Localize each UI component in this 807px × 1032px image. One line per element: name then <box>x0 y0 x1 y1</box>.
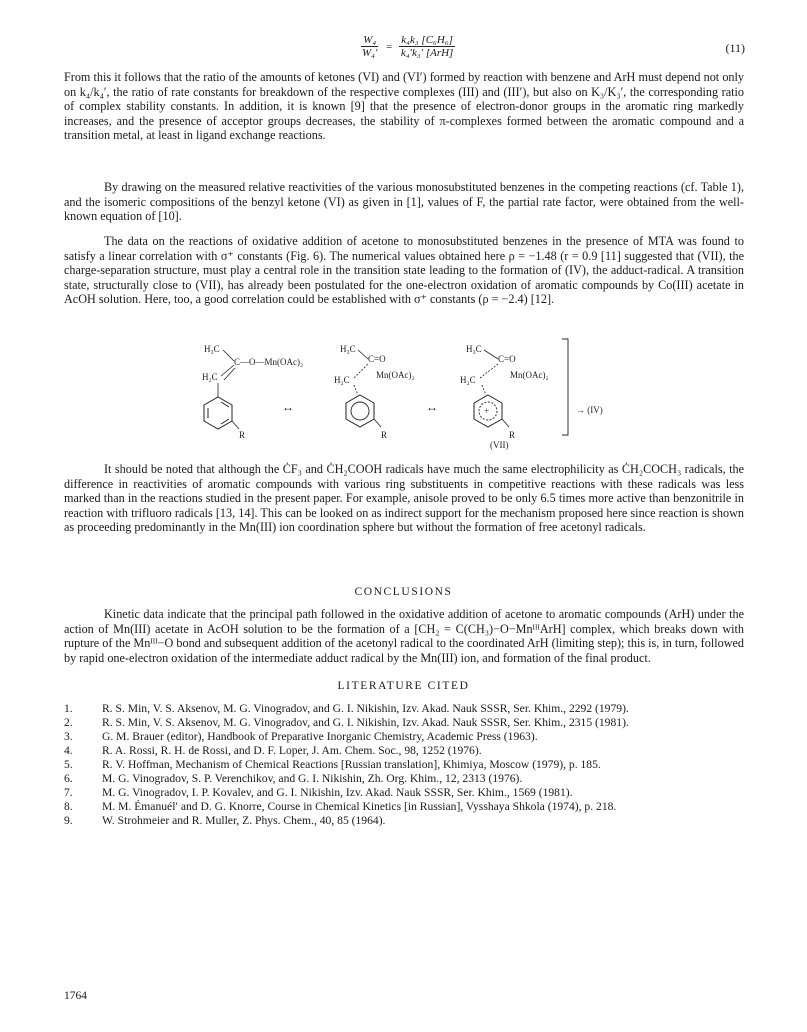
rhs-numerator: k₄k₃ [C₆H₆] <box>401 34 453 46</box>
reference-number: 6. <box>64 772 73 785</box>
conclusions-heading: CONCLUSIONS <box>354 586 453 598</box>
reference-number: 4. <box>64 744 73 757</box>
reference-text: G. M. Brauer (editor), Handbook of Preparative Inorganic Chemistry, Academic Press (1963). <box>102 730 538 743</box>
s3-r-label: R <box>509 430 516 440</box>
paragraph-1 <box>64 70 744 143</box>
paragraph-text: From this it follows that the ratio of the amounts of ketones (VI) and (VI′) formed by reaction with benzene and ArH must depend not only on k₄/k₄′, the ratio of rate constants for breakdown of the respective complexes (III) and (III′), but also on K₃/K₃′, the corresponding ratio of complex stability constants. In addition, it is known [9] that the presence of electron-donor groups in the aromatic ring markedly increases, and the presence of acceptor groups decreases, the stability of π-complexes formed between the aromatic compound and a transition metal, at least in ligand exchange reactions. <box>64 70 744 143</box>
scheme-label-vii: (VII) <box>490 440 509 450</box>
paragraph-text: Kinetic data indicate that the principal path followed in the oxidative addition of acetone to aromatic compounds (ArH) under the action of Mn(III) acetate in AcOH solution to be the formation of a [CH₂ = C(CH₃)−O−MnᴵᴵᴵArH] complex, which breaks down with rupture of the Mnᴵᴵᴵ−O bond and subsequent addition of the acetonyl radical to the coordinated ArH (limiting step); this is, in turn, followed by rapid one-electron oxidation of the intermediate adduct radical by the Mn(III) ion, and formation of the final product. <box>64 607 744 665</box>
reference-item <box>64 702 754 716</box>
conclusions-paragraph <box>64 607 744 665</box>
equation-11 <box>0 34 807 64</box>
reference-item <box>64 786 754 800</box>
lhs-denominator: W₄′ <box>362 47 378 59</box>
equation-rhs <box>399 34 455 59</box>
reference-number: 2. <box>64 716 73 729</box>
reference-number: 8. <box>64 800 73 813</box>
s1-h3c-label: H₃C <box>204 344 220 354</box>
reference-text: R. S. Min, V. S. Aksenov, M. G. Vinogradov, and G. I. Nikishin, Izv. Akad. Nauk SSSR, Ser. Khim., 2315 (1981). <box>102 716 629 729</box>
reference-text: R. A. Rossi, R. H. de Rossi, and D. F. Loper, J. Am. Chem. Soc., 98, 1252 (1976). <box>102 744 482 757</box>
reference-number: 3. <box>64 730 73 743</box>
equation-body <box>360 34 455 59</box>
paragraph-2 <box>64 180 744 224</box>
s2-r-label: R <box>381 430 388 440</box>
reference-item <box>64 814 754 828</box>
s1-chain-label: C—O—Mn(OAc)₂ <box>234 357 304 367</box>
reference-text: R. S. Min, V. S. Aksenov, M. G. Vinogradov, and G. I. Nikishin, Izv. Akad. Nauk SSSR, Ser. Khim., 2292 (1979). <box>102 702 629 715</box>
reference-item <box>64 716 754 730</box>
reference-item <box>64 800 754 814</box>
s3-mn-label: Mn(OAc)₂ <box>510 370 549 380</box>
reference-number: 7. <box>64 786 73 799</box>
literature-heading: LITERATURE CITED <box>337 680 470 692</box>
reference-text: M. G. Vinogradov, S. P. Verenchikov, and G. I. Nikishin, Zh. Org. Khim., 12, 2313 (1976). <box>102 772 523 785</box>
resonance-arrow-2: ↔ <box>426 400 438 414</box>
reaction-scheme <box>190 335 610 450</box>
paragraph-text: It should be noted that although the ĊF₃ and ĊH₂COOH radicals have much the same electrophilicity as ĊH₂COCH₃ radicals, the difference in reactivities of aromatic compounds with various ring substituents in competitive reactions with these radicals was less marked than in the reactions studied in the present paper. For example, anisole proved to be only 6.5 times more active than benzonitrile in reaction with trifluoro radicals [13, 14]. This can be looked on as indirect support for the mechanism proposed here since reaction is shown as proceeding predominantly in the Mn(III) ion coordination sphere but without the formation of free acetonyl radicals. <box>64 462 744 535</box>
s3-h2c-label: H₂C <box>460 375 476 385</box>
s3-plus-label: + <box>484 406 490 416</box>
s2-h2c-label: H₂C <box>334 375 350 385</box>
reference-text: M. M. Émanuél′ and D. G. Knorre, Course in Chemical Kinetics [in Russian], Vysshaya Shkola (1974), p. 218. <box>102 800 617 813</box>
reference-item <box>64 758 754 772</box>
lhs-numerator: W₄ <box>363 34 377 46</box>
resonance-arrow-1: ↔ <box>282 400 294 414</box>
s1-r-label: R <box>239 430 246 440</box>
paragraph-3 <box>64 234 744 307</box>
reference-number: 5. <box>64 758 73 771</box>
reference-item <box>64 772 754 786</box>
reference-number: 9. <box>64 814 73 827</box>
reference-text: R. V. Hoffman, Mechanism of Chemical Reactions [Russian translation], Khimiya, Moscow (1979), p. 185. <box>102 758 601 771</box>
reference-item <box>64 730 754 744</box>
equation-lhs <box>360 34 379 59</box>
reference-text: W. Strohmeier and R. Muller, Z. Phys. Chem., 40, 85 (1964). <box>102 814 386 827</box>
s1-h2c-label: H₂C <box>202 372 218 382</box>
s2-h3c-label: H₃C <box>340 344 356 354</box>
s3-h3c-label: H₃C <box>466 344 482 354</box>
reference-text: M. G. Vinogradov, I. P. Kovalev, and G. I. Nikishin, Izv. Akad. Nauk SSSR, Ser. Khim., 1569 (1981). <box>102 786 573 799</box>
reference-number: 1. <box>64 702 73 715</box>
reference-item <box>64 744 754 758</box>
rhs-denominator: k₄′k₃′ [ArH] <box>400 47 454 59</box>
page-number: 1764 <box>64 990 87 1002</box>
equals-sign: = <box>385 40 393 53</box>
paragraph-text: By drawing on the measured relative reactivities of the various monosubstituted benzenes in the competing reactions (cf. Table 1), and the isomeric compositions of the benzyl ketone (VI) as given in [1], values of F, the partial rate factor, were obtained from the well-known equation of [10]. <box>64 180 744 224</box>
s2-co-label: C=O <box>368 354 386 364</box>
paragraph-text: The data on the reactions of oxidative addition of acetone to monosubstituted benzenes in the presence of MTA was found to satisfy a linear correlation with σ⁺ constants (Fig. 6). The numerical values obtained here ρ = −1.48 (r = 0.9 [11] suggested that (VII), the charge-separation structure, must play a central role in the transition state leading to the formation of (IV), the adduct-radical. A transition state, structurally close to (VII), has already been postulated for the one-electron oxidation of aromatic compounds by Co(III) acetate in AcOH solution. Here, too, a good correlation could be established with σ⁺ constants (ρ = −2.4) [12]. <box>64 234 744 307</box>
references-list <box>64 702 754 828</box>
equation-number: (11) <box>725 41 745 55</box>
product-arrow-label: → (IV) <box>576 405 603 415</box>
s2-mn-label: Mn(OAc)₂ <box>376 370 415 380</box>
paragraph-4 <box>64 462 744 535</box>
s3-co-label: C=O <box>498 354 516 364</box>
